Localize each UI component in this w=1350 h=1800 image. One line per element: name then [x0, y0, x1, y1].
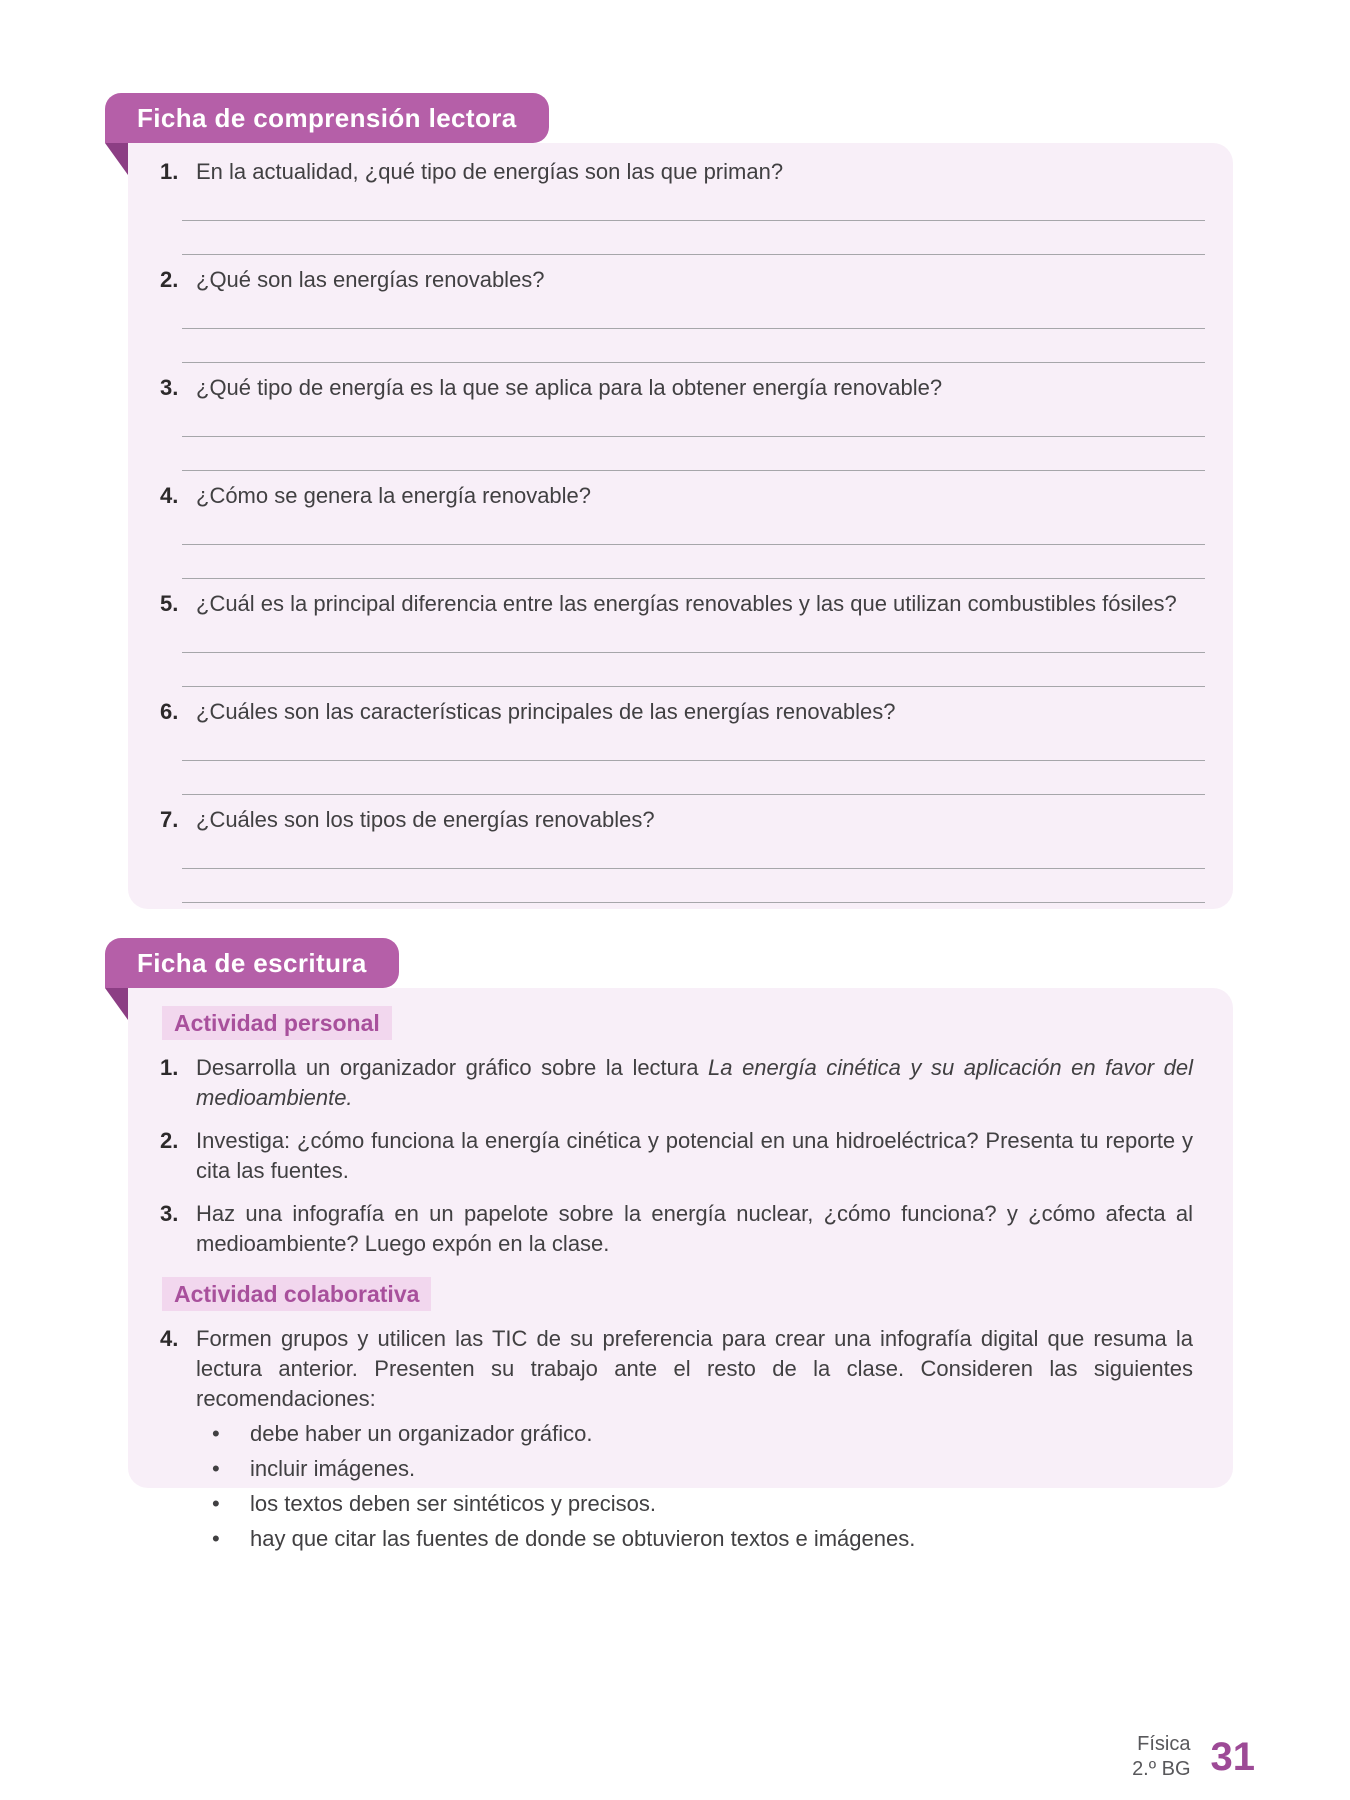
question-1: [160, 157, 1205, 255]
writing-section-title: Ficha de escritura: [137, 948, 367, 978]
question-4: [160, 481, 1205, 579]
item-text: Investiga: ¿cómo funciona la energía cinética y potencial en una hidroeléctrica? Presenta tu reporte y cita las fuentes.: [196, 1128, 1193, 1183]
tab-fold-decoration: [105, 988, 128, 1020]
bullet-text: incluir imágenes.: [250, 1456, 416, 1481]
question-number: 6.: [160, 699, 179, 724]
question-6: [160, 697, 1205, 795]
question-number: 2.: [160, 267, 179, 292]
list-item: [212, 1524, 1193, 1554]
answer-line: [182, 187, 1205, 221]
bullet-marker: •: [212, 1491, 220, 1516]
answer-line: [182, 329, 1205, 363]
list-item: [212, 1419, 1193, 1449]
question-number: 5.: [160, 591, 179, 616]
page-number: 31: [1210, 1735, 1255, 1779]
answer-line: [182, 511, 1205, 545]
bullet-text: debe haber un organizador gráfico.: [250, 1421, 593, 1446]
subject-label: Física: [1137, 1733, 1191, 1755]
answer-line: [182, 619, 1205, 653]
answer-line: [182, 835, 1205, 869]
question-number: 7.: [160, 807, 179, 832]
item-number: 1.: [160, 1055, 179, 1080]
bullet-marker: •: [212, 1526, 220, 1551]
writing-item-3: [160, 1199, 1193, 1259]
question-number: 1.: [160, 159, 179, 184]
writing-item-2: [160, 1126, 1193, 1186]
item-number: 4.: [160, 1326, 179, 1351]
list-item: [212, 1489, 1193, 1519]
item-text: Formen grupos y utilicen las TIC de su preferencia para crear una infografía digital que resuma la lectura anterior. Presenten su trabajo ante el resto de la clase. Consideren las siguientes recomendaciones:: [196, 1326, 1193, 1411]
comprehension-section-title: Ficha de comprensión lectora: [137, 103, 517, 133]
bullet-text: los textos deben ser sintéticos y precisos.: [250, 1491, 656, 1516]
recommendations-list: [212, 1419, 1193, 1554]
grade-label: 2.º BG: [1132, 1758, 1191, 1780]
item-text: Haz una infografía en un papelote sobre la energía nuclear, ¿cómo funciona? y ¿cómo afecta al medioambiente? Luego expón en la clase.: [196, 1201, 1193, 1256]
question-number: 3.: [160, 375, 179, 400]
question-2: [160, 265, 1205, 363]
answer-line: [182, 727, 1205, 761]
book-info: [1132, 1732, 1190, 1782]
answer-line: [182, 295, 1205, 329]
writing-panel: [128, 988, 1233, 1551]
comprehension-panel: [128, 143, 1233, 909]
question-text: ¿Qué tipo de energía es la que se aplica para la obtener energía renovable?: [196, 375, 943, 400]
answer-line: [182, 437, 1205, 471]
bullet-text: hay que citar las fuentes de donde se obtuvieron textos e imágenes.: [250, 1526, 916, 1551]
question-text: ¿Cuál es la principal diferencia entre las energías renovables y las que utilizan combustibles fósiles?: [196, 591, 1177, 616]
page-footer: [1132, 1732, 1255, 1782]
comprehension-section-tab: [105, 93, 549, 143]
answer-line: [182, 221, 1205, 255]
item-number: 2.: [160, 1128, 179, 1153]
item-text-reading-title: La energía cinética y su aplicación en favor del medioambiente.: [196, 1055, 1193, 1110]
item-number: 3.: [160, 1201, 179, 1226]
item-text-plain: Desarrolla un organizador gráfico sobre la lectura: [196, 1055, 699, 1080]
question-number: 4.: [160, 483, 179, 508]
tab-fold-decoration: [105, 143, 128, 175]
personal-activity-badge: Actividad personal: [162, 1006, 392, 1040]
question-text: ¿Cuáles son las características principales de las energías renovables?: [196, 699, 896, 724]
question-text: ¿Cómo se genera la energía renovable?: [196, 483, 592, 508]
question-text: En la actualidad, ¿qué tipo de energías son las que priman?: [196, 159, 784, 184]
question-5: [160, 589, 1205, 687]
answer-line: [182, 869, 1205, 903]
item-text: [196, 1053, 1193, 1113]
bullet-marker: •: [212, 1456, 220, 1481]
bullet-marker: •: [212, 1421, 220, 1446]
writing-item-1: [160, 1053, 1193, 1113]
question-text: ¿Cuáles son los tipos de energías renovables?: [196, 807, 655, 832]
question-7: [160, 805, 1205, 903]
question-3: [160, 373, 1205, 471]
answer-line: [182, 653, 1205, 687]
answer-line: [182, 545, 1205, 579]
list-item: [212, 1454, 1193, 1484]
writing-item-4: [160, 1324, 1193, 1414]
answer-line: [182, 403, 1205, 437]
collaborative-activity-badge: Actividad colaborativa: [162, 1277, 431, 1311]
answer-line: [182, 761, 1205, 795]
writing-section-tab: [105, 938, 399, 988]
question-text: ¿Qué son las energías renovables?: [196, 267, 545, 292]
